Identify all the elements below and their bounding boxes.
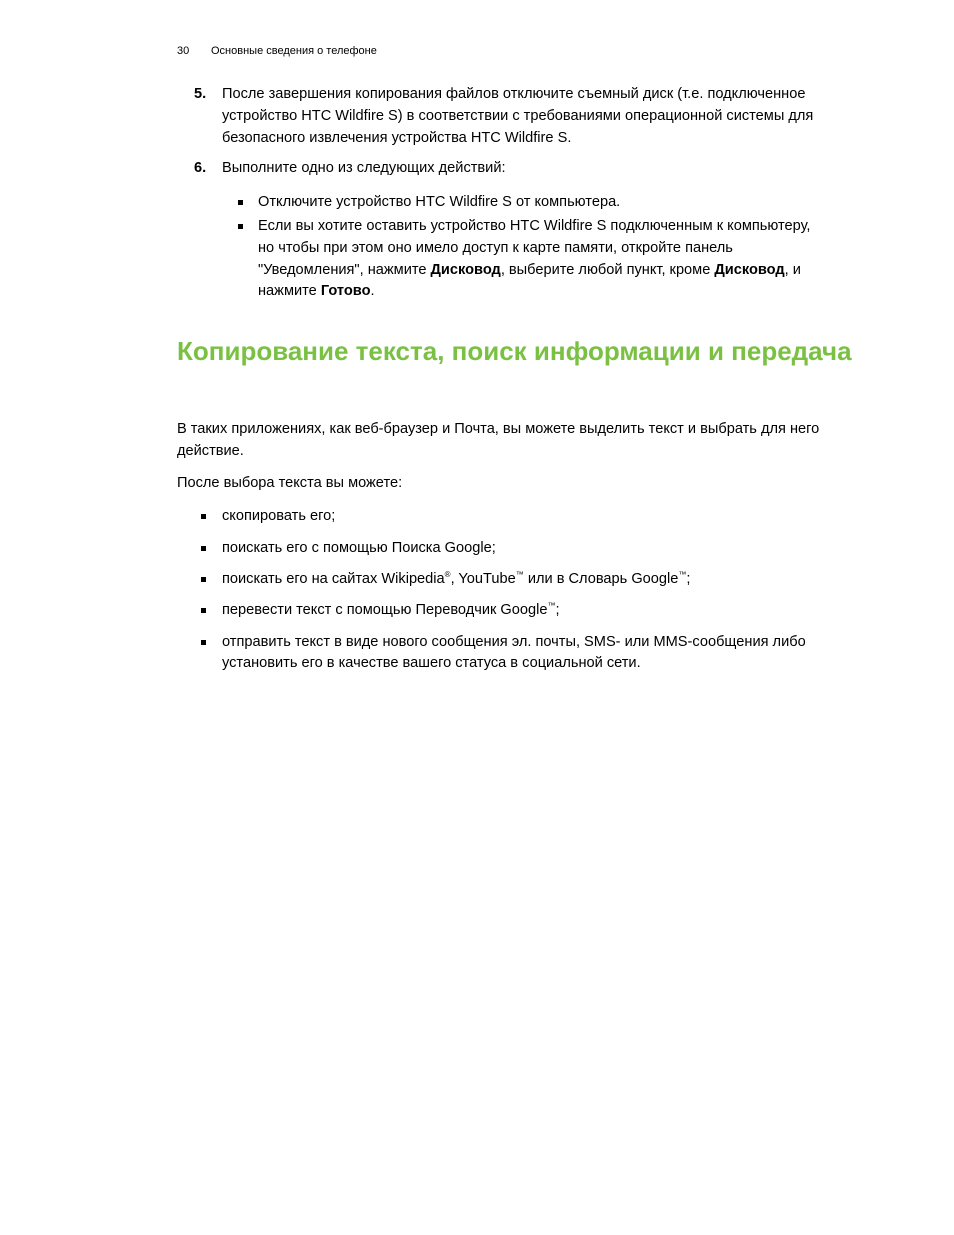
page-number: 30 (177, 45, 190, 57)
text-run: , YouTube (450, 570, 516, 587)
trademark-mark: ™ (515, 569, 524, 579)
bullet-icon (201, 546, 206, 551)
bullet-icon (238, 224, 243, 229)
text-run: ; (555, 602, 560, 619)
trademark-mark: ® (444, 569, 451, 579)
step-text: Выполните одно из следующих действий: (222, 160, 506, 177)
action-list (177, 506, 837, 675)
text-run: , и нажмите (258, 261, 801, 300)
list-item (177, 600, 837, 622)
list-item (177, 569, 837, 591)
bold-term: Готово (320, 283, 371, 300)
text-run: . (370, 283, 375, 300)
intro-paragraph: В таких приложениях, как веб-браузер и Почта, вы можете выделить текст и выбрать для него действие. (177, 421, 820, 459)
bullet-icon (201, 577, 206, 582)
step-item (177, 158, 827, 303)
item-text: отправить текст в виде нового сообщения эл. почты, SMS- или MMS-сообщения либо установить его в качестве вашего статуса в социальной сети. (222, 633, 806, 672)
item-text (222, 571, 690, 587)
text-run: перевести текст с помощью Переводчик Google (222, 602, 548, 619)
bullet-icon (201, 514, 206, 519)
list-item (177, 506, 837, 528)
bold-term: Дисковод (430, 261, 501, 278)
text-run: Если вы хотите оставить устройство HTC Wildfire S подключенным к компьютеру, но чтобы при этом оно имело доступ к карте памяти, откройте панель "Уведомления", нажмите (258, 217, 811, 278)
section-heading: Копирование текста, поиск информации и передача (177, 336, 852, 366)
step-bullets (222, 192, 827, 303)
bullet-icon (201, 608, 206, 613)
section-body (177, 419, 837, 685)
step-text: После завершения копирования файлов отключите съемный диск (т.е. подключенное устройство HTC Wildfire S) в соответствии с требованиями операционной системы для безопасного извлечения устройства HTC Wildfire S. (222, 86, 814, 146)
list-item (177, 632, 837, 676)
bullet-icon (238, 200, 243, 205)
trademark-mark: ™ (547, 601, 556, 611)
step-number: 5. (194, 86, 207, 102)
steps-list (177, 84, 827, 312)
item-text (222, 602, 560, 618)
section-title: Основные сведения о телефоне (211, 45, 377, 57)
item-text: поискать его с помощью Поиска Google; (222, 539, 496, 556)
step-number: 6. (194, 160, 207, 177)
lead-paragraph: После выбора текста вы можете: (177, 474, 403, 491)
bullet-text: Отключите устройство HTC Wildfire S от компьютера. (258, 194, 621, 211)
text-run: ; (686, 570, 691, 587)
list-item (222, 216, 827, 303)
text-run: или в Словарь Google (523, 570, 679, 587)
text-run: , выберите любой пункт, кроме (500, 261, 715, 278)
bullet-icon (201, 640, 206, 645)
bold-term: Дисковод (714, 261, 785, 278)
list-item (222, 192, 827, 214)
page-header (177, 44, 377, 58)
list-item (177, 538, 837, 560)
bullet-text (258, 218, 810, 299)
trademark-mark: ™ (678, 569, 687, 579)
text-run: поискать его на сайтах Wikipedia (222, 570, 445, 587)
step-item (177, 84, 827, 149)
item-text: скопировать его; (222, 508, 336, 525)
